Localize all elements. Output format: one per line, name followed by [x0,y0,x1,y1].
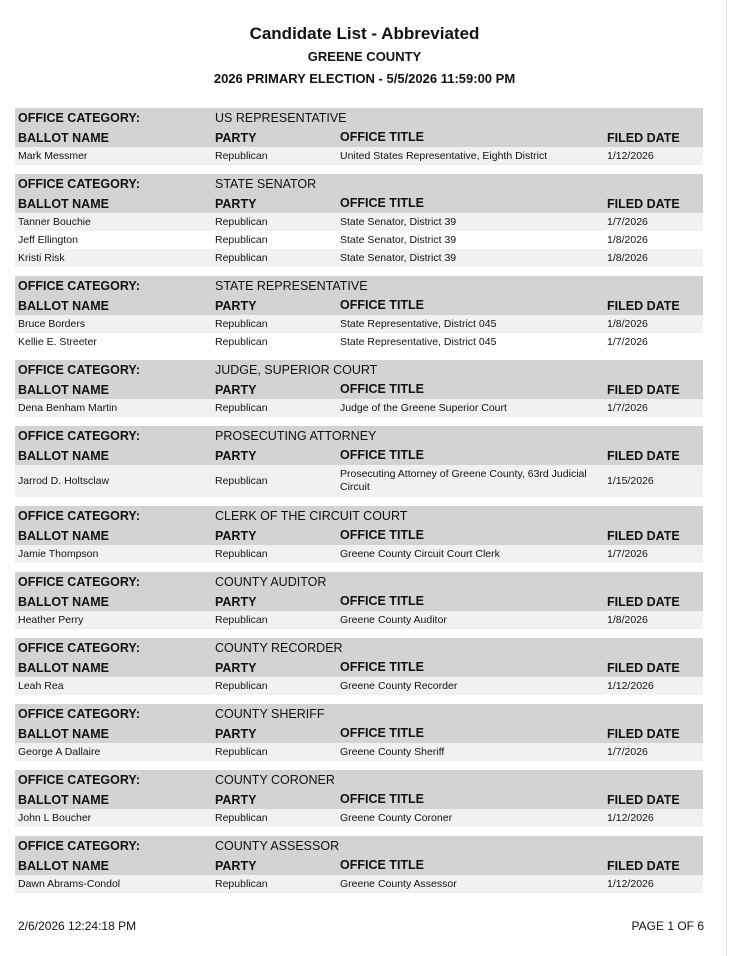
party-header: PARTY [215,594,257,609]
ballot-name-header: BALLOT NAME [18,726,109,741]
candidate-party: Republican [215,812,268,824]
print-timestamp: 2/6/2026 12:24:18 PM [18,919,137,933]
office-category-row [15,174,703,194]
office-category-value: STATE REPRESENTATIVE [215,279,368,293]
filed-date-header: FILED DATE [607,660,680,675]
office-category-label: OFFICE CATEGORY: [18,111,140,125]
ballot-name-header: BALLOT NAME [18,298,109,313]
page-number: PAGE 1 OF 6 [631,919,704,933]
candidate-filed-date: 1/12/2026 [607,812,654,824]
candidate-party: Republican [215,614,268,626]
party-header: PARTY [215,382,257,397]
column-header-row [15,790,703,809]
column-header-row [15,380,703,399]
office-category-row [15,276,703,296]
office-section [15,360,703,417]
office-category-value: COUNTY SHERIFF [215,707,325,721]
party-header: PARTY [215,726,257,741]
candidate-party: Republican [215,336,268,348]
candidate-name: John L Boucher [18,812,92,824]
party-header: PARTY [215,858,257,873]
election-name: 2026 PRIMARY ELECTION - 5/5/2026 11:59:00 PM [213,71,516,86]
filed-date-header: FILED DATE [607,130,680,145]
candidate-name: Jarrod D. Holtsclaw [18,475,110,487]
ballot-name-header: BALLOT NAME [18,858,109,873]
candidate-name: Bruce Borders [18,318,86,330]
candidate-name: Mark Messmer [18,150,88,162]
candidate-office-title: State Senator, District 39 [340,233,457,246]
office-section [15,638,703,695]
candidate-office-title: Greene County Assessor [340,877,457,890]
office-category-label: OFFICE CATEGORY: [18,279,140,293]
office-section [15,572,703,629]
ballot-name-header: BALLOT NAME [18,382,109,397]
candidate-name: Jamie Thompson [18,548,99,560]
office-title-header: OFFICE TITLE [340,448,425,462]
filed-date-header: FILED DATE [607,528,680,543]
office-title-header: OFFICE TITLE [340,792,425,806]
office-section [15,836,703,893]
filed-date-header: FILED DATE [607,792,680,807]
candidate-party: Republican [215,402,268,414]
candidate-filed-date: 1/8/2026 [607,252,648,264]
column-header-row [15,446,703,465]
office-title-header: OFFICE TITLE [340,858,425,872]
filed-date-header: FILED DATE [607,298,680,313]
candidate-name: Dena Benham Martin [18,402,118,414]
ballot-name-header: BALLOT NAME [18,448,109,463]
candidate-party: Republican [215,878,268,890]
office-category-value: JUDGE, SUPERIOR COURT [215,363,378,377]
candidate-office-title: State Representative, District 045 [340,317,497,330]
candidate-row [15,231,703,249]
ballot-name-header: BALLOT NAME [18,528,109,543]
party-header: PARTY [215,196,257,211]
candidate-row [15,875,703,893]
office-category-row [15,704,703,724]
candidate-name: Kristi Risk [18,252,65,264]
candidate-office-title: Greene County Circuit Court Clerk [340,547,500,560]
office-category-row [15,426,703,446]
candidate-filed-date: 1/7/2026 [607,216,648,228]
candidate-filed-date: 1/15/2026 [607,475,654,487]
candidate-name: Jeff Ellington [18,234,78,246]
office-category-label: OFFICE CATEGORY: [18,773,140,787]
candidate-filed-date: 1/12/2026 [607,878,654,890]
office-category-row [15,836,703,856]
office-section [15,506,703,563]
filed-date-header: FILED DATE [607,594,680,609]
office-category-label: OFFICE CATEGORY: [18,429,140,443]
office-category-value: COUNTY AUDITOR [215,575,327,589]
column-header-row [15,526,703,545]
candidate-row [15,399,703,417]
office-category-label: OFFICE CATEGORY: [18,641,140,655]
candidate-office-title: State Senator, District 39 [340,215,457,228]
office-category-value: COUNTY ASSESSOR [215,839,340,853]
page-edge [726,0,727,956]
candidate-row [15,249,703,267]
office-category-value: COUNTY CORONER [215,773,335,787]
column-header-row [15,856,703,875]
candidate-party: Republican [215,150,268,162]
column-header-row [15,194,703,213]
ballot-name-header: BALLOT NAME [18,130,109,145]
column-header-row [15,128,703,147]
candidate-row [15,545,703,563]
party-header: PARTY [215,448,257,463]
candidate-list [15,108,703,902]
candidate-row [15,465,703,497]
office-category-label: OFFICE CATEGORY: [18,363,140,377]
column-header-row [15,724,703,743]
ballot-name-header: BALLOT NAME [18,196,109,211]
candidate-office-title: State Representative, District 045 [340,335,497,348]
filed-date-header: FILED DATE [607,726,680,741]
office-category-row [15,360,703,380]
report-title: Candidate List - Abbreviated [249,24,480,43]
candidate-office-title: Greene County Sheriff [340,745,445,758]
candidate-office-title: United States Representative, Eighth District [340,149,548,162]
candidate-row [15,315,703,333]
filed-date-header: FILED DATE [607,858,680,873]
candidate-row [15,743,703,761]
candidate-office-title: State Senator, District 39 [340,251,457,264]
candidate-party: Republican [215,252,268,264]
column-header-row [15,592,703,611]
office-section [15,174,703,267]
candidate-row [15,809,703,827]
candidate-filed-date: 1/8/2026 [607,234,648,246]
candidate-filed-date: 1/12/2026 [607,680,654,692]
candidate-row [15,333,703,351]
candidate-party: Republican [215,746,268,758]
candidate-row [15,147,703,165]
candidate-filed-date: 1/7/2026 [607,746,648,758]
candidate-name: George A Dallaire [18,746,101,758]
office-category-value: CLERK OF THE CIRCUIT COURT [215,509,408,523]
office-category-label: OFFICE CATEGORY: [18,575,140,589]
ballot-name-header: BALLOT NAME [18,792,109,807]
office-title-header: OFFICE TITLE [340,130,425,144]
office-category-label: OFFICE CATEGORY: [18,707,140,721]
office-category-row [15,770,703,790]
office-category-row [15,572,703,592]
candidate-row [15,677,703,695]
candidate-filed-date: 1/12/2026 [607,150,654,162]
candidate-party: Republican [215,318,268,330]
candidate-filed-date: 1/7/2026 [607,548,648,560]
party-header: PARTY [215,130,257,145]
candidate-row [15,213,703,231]
candidate-filed-date: 1/8/2026 [607,318,648,330]
filed-date-header: FILED DATE [607,448,680,463]
office-title-header: OFFICE TITLE [340,594,425,608]
candidate-name: Tanner Bouchie [18,216,91,228]
office-category-value: COUNTY RECORDER [215,641,343,655]
candidate-party: Republican [215,234,268,246]
county-name: GREENE COUNTY [307,49,422,64]
office-section [15,276,703,351]
office-title-header: OFFICE TITLE [340,726,425,740]
candidate-party: Republican [215,680,268,692]
office-section [15,108,703,165]
office-category-row [15,506,703,526]
office-title-header: OFFICE TITLE [340,196,425,210]
office-title-header: OFFICE TITLE [340,528,425,542]
candidate-office-title: Prosecuting Attorney of Greene County, 63rd Judicial Circuit [340,468,587,493]
candidate-office-title: Greene County Coroner [340,811,453,824]
office-title-header: OFFICE TITLE [340,382,425,396]
candidate-party: Republican [215,548,268,560]
candidate-filed-date: 1/8/2026 [607,614,648,626]
filed-date-header: FILED DATE [607,382,680,397]
party-header: PARTY [215,660,257,675]
office-category-label: OFFICE CATEGORY: [18,839,140,853]
candidate-filed-date: 1/7/2026 [607,336,648,348]
office-section [15,426,703,497]
filed-date-header: FILED DATE [607,196,680,211]
office-category-label: OFFICE CATEGORY: [18,509,140,523]
office-category-row [15,638,703,658]
office-title-header: OFFICE TITLE [340,660,425,674]
party-header: PARTY [215,792,257,807]
candidate-row [15,611,703,629]
office-category-value: US REPRESENTATIVE [215,111,347,125]
ballot-name-header: BALLOT NAME [18,594,109,609]
office-category-row [15,108,703,128]
candidate-office-title: Greene County Recorder [340,679,458,692]
column-header-row [15,658,703,677]
candidate-name: Leah Rea [18,680,64,692]
office-category-value: PROSECUTING ATTORNEY [215,429,377,443]
column-header-row [15,296,703,315]
party-header: PARTY [215,298,257,313]
office-section [15,704,703,761]
candidate-name: Kellie E. Streeter [18,336,97,348]
candidate-name: Dawn Abrams-Condol [18,878,121,890]
office-section [15,770,703,827]
candidate-office-title: Judge of the Greene Superior Court [340,401,507,414]
office-category-label: OFFICE CATEGORY: [18,177,140,191]
candidate-name: Heather Perry [18,614,84,626]
candidate-office-title: Greene County Auditor [340,613,447,626]
candidate-party: Republican [215,475,268,487]
office-category-value: STATE SENATOR [215,177,317,191]
candidate-party: Republican [215,216,268,228]
ballot-name-header: BALLOT NAME [18,660,109,675]
candidate-filed-date: 1/7/2026 [607,402,648,414]
party-header: PARTY [215,528,257,543]
office-title-header: OFFICE TITLE [340,298,425,312]
